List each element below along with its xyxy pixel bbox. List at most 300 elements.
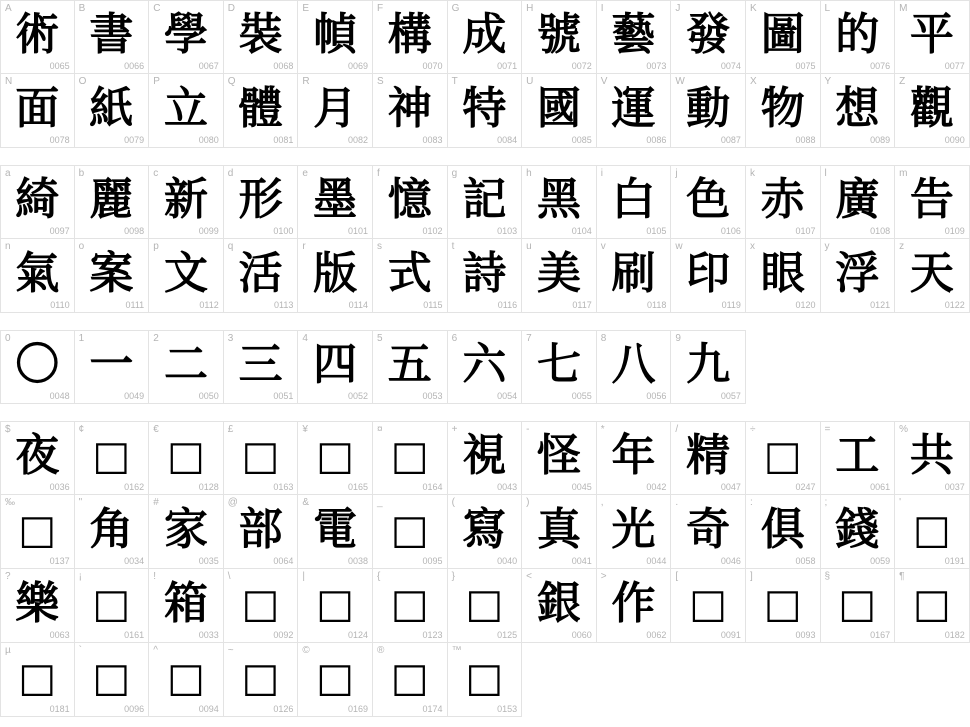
glyph-cell[interactable] xyxy=(522,165,597,239)
glyph-key-label: 2 xyxy=(153,333,159,344)
glyph-code-label: 0097 xyxy=(49,226,70,236)
glyph-cell[interactable] xyxy=(298,0,373,74)
glyph-key-label: l xyxy=(824,168,827,179)
glyph-character: 美 xyxy=(536,247,581,299)
glyph-cell[interactable] xyxy=(373,569,448,643)
glyph-key-label: [ xyxy=(675,571,679,582)
glyph-key-label: L xyxy=(824,3,831,14)
glyph-code-label: 0121 xyxy=(870,300,891,310)
glyph-key-label: @ xyxy=(227,497,238,508)
glyph-cell[interactable] xyxy=(149,643,224,717)
glyph-character: 動 xyxy=(686,82,731,134)
glyph-row xyxy=(0,643,970,717)
glyph-key-label: ; xyxy=(824,497,828,508)
glyph-key-label: i xyxy=(600,168,603,179)
glyph-key-label: " xyxy=(78,497,83,508)
glyph-code-label: 0117 xyxy=(572,300,592,310)
glyph-cell[interactable] xyxy=(448,569,523,643)
glyph-code-label: 0153 xyxy=(497,704,518,714)
glyph-key-label: ( xyxy=(451,497,455,508)
glyph-character: 刷 xyxy=(611,247,656,299)
glyph-code-label: 0079 xyxy=(124,135,145,145)
glyph-code-label: 0073 xyxy=(646,61,667,71)
glyph-cell[interactable] xyxy=(0,421,75,495)
glyph-cell[interactable] xyxy=(821,74,896,148)
glyph-code-label: 0099 xyxy=(198,226,219,236)
glyph-cell[interactable] xyxy=(0,0,75,74)
glyph-cell[interactable] xyxy=(597,330,672,404)
glyph-character: □ xyxy=(390,580,429,627)
glyph-code-label: 0041 xyxy=(571,556,592,566)
glyph-cell[interactable] xyxy=(522,0,597,74)
glyph-character: 樂 xyxy=(15,577,60,629)
glyph-cell[interactable] xyxy=(149,495,224,569)
glyph-cell[interactable] xyxy=(895,239,970,313)
glyph-character: □ xyxy=(465,580,504,627)
glyph-character: 書 xyxy=(89,9,134,61)
glyph-character: 三 xyxy=(238,339,283,391)
glyph-cell[interactable] xyxy=(821,165,896,239)
glyph-code-label: 0094 xyxy=(198,704,219,714)
glyph-character: 印 xyxy=(686,247,731,299)
glyph-cell[interactable] xyxy=(75,0,150,74)
glyph-key-label: O xyxy=(78,76,87,87)
glyph-code-label: 0100 xyxy=(273,226,294,236)
glyph-cell[interactable] xyxy=(448,74,523,148)
glyph-key-label: d xyxy=(227,168,234,179)
glyph-row xyxy=(0,569,970,643)
glyph-cell[interactable] xyxy=(597,239,672,313)
glyph-cell[interactable] xyxy=(671,165,746,239)
glyph-key-label: ¡ xyxy=(78,571,82,582)
glyph-code-label: 0161 xyxy=(124,630,145,640)
glyph-cell[interactable] xyxy=(671,421,746,495)
glyph-cell[interactable] xyxy=(895,495,970,569)
glyph-cell[interactable] xyxy=(671,330,746,404)
glyph-key-label: + xyxy=(451,424,458,435)
glyph-key-label: _ xyxy=(376,497,383,508)
glyph-character: □ xyxy=(763,433,802,480)
glyph-cell[interactable] xyxy=(821,495,896,569)
glyph-cell[interactable] xyxy=(746,569,821,643)
glyph-character: 黑 xyxy=(536,174,581,226)
glyph-cell[interactable] xyxy=(224,421,299,495)
glyph-row xyxy=(0,0,970,74)
glyph-key-label: a xyxy=(5,168,11,179)
glyph-cell[interactable] xyxy=(149,239,224,313)
glyph-cell[interactable] xyxy=(671,0,746,74)
glyph-code-label: 0048 xyxy=(49,391,70,401)
glyph-cell[interactable] xyxy=(0,74,75,148)
glyph-code-label: 0089 xyxy=(870,135,891,145)
glyph-key-label: 6 xyxy=(451,333,458,344)
glyph-code-label: 0123 xyxy=(422,630,443,640)
glyph-key-label: Z xyxy=(899,76,906,87)
glyph-key-label: | xyxy=(302,571,305,582)
glyph-block-digits xyxy=(0,330,970,404)
glyph-cell[interactable] xyxy=(746,239,821,313)
glyph-key-label: - xyxy=(526,424,530,435)
glyph-key-label: 7 xyxy=(526,333,532,344)
glyph-code-label: 0051 xyxy=(273,391,294,401)
glyph-code-label: 0163 xyxy=(273,482,294,492)
glyph-character: 記 xyxy=(462,174,507,226)
glyph-cell[interactable] xyxy=(224,495,299,569)
glyph-key-label: y xyxy=(824,241,830,252)
glyph-code-label: 0047 xyxy=(720,482,741,492)
glyph-code-label: 0102 xyxy=(422,226,443,236)
glyph-key-label: M xyxy=(899,3,908,14)
glyph-character: 運 xyxy=(611,82,656,134)
glyph-character: □ xyxy=(241,580,280,627)
glyph-cell[interactable] xyxy=(298,643,373,717)
glyph-cell[interactable] xyxy=(522,495,597,569)
glyph-key-label: c xyxy=(153,168,159,179)
glyph-key-label: 4 xyxy=(302,333,308,344)
glyph-character: □ xyxy=(18,506,57,553)
glyph-code-label: 0111 xyxy=(125,300,145,310)
glyph-cell[interactable] xyxy=(373,0,448,74)
glyph-cell[interactable] xyxy=(746,421,821,495)
glyph-cell[interactable] xyxy=(298,421,373,495)
glyph-character: 視 xyxy=(462,430,507,482)
glyph-cell[interactable] xyxy=(671,74,746,148)
glyph-code-label: 0044 xyxy=(646,556,667,566)
glyph-key-label: T xyxy=(451,76,458,87)
glyph-code-label: 0085 xyxy=(571,135,592,145)
glyph-cell[interactable] xyxy=(0,330,75,404)
glyph-cell[interactable] xyxy=(149,165,224,239)
glyph-cell[interactable] xyxy=(522,74,597,148)
glyph-cell[interactable] xyxy=(373,495,448,569)
glyph-character: □ xyxy=(241,433,280,480)
glyph-character: 平 xyxy=(909,9,954,61)
glyph-key-label: ¢ xyxy=(78,424,85,435)
glyph-code-label: 0076 xyxy=(870,61,891,71)
glyph-code-label: 0059 xyxy=(870,556,891,566)
glyph-key-label: u xyxy=(526,241,532,252)
glyph-character: 浮 xyxy=(835,247,880,299)
glyph-cell[interactable] xyxy=(895,165,970,239)
glyph-code-label: 0034 xyxy=(124,556,145,566)
glyph-key-label: ‰ xyxy=(5,497,15,508)
glyph-cell[interactable] xyxy=(373,165,448,239)
glyph-cell[interactable] xyxy=(75,569,150,643)
glyph-key-label: t xyxy=(451,241,455,252)
glyph-code-label: 0169 xyxy=(347,704,368,714)
glyph-key-label: { xyxy=(376,571,381,582)
glyph-code-label: 0046 xyxy=(720,556,741,566)
glyph-code-label: 0092 xyxy=(273,630,294,640)
glyph-character: 構 xyxy=(387,9,432,61)
glyph-cell[interactable] xyxy=(522,330,597,404)
glyph-key-label: > xyxy=(600,571,607,582)
glyph-code-label: 0060 xyxy=(571,630,592,640)
glyph-code-label: 0101 xyxy=(347,226,368,236)
glyph-key-label: H xyxy=(526,3,534,14)
glyph-character: 術 xyxy=(15,9,60,61)
glyph-key-label: R xyxy=(302,76,310,87)
glyph-character: 觀 xyxy=(909,82,954,134)
glyph-character: 形 xyxy=(238,174,283,226)
glyph-character: 發 xyxy=(686,9,731,61)
glyph-cell[interactable] xyxy=(373,421,448,495)
glyph-cell[interactable] xyxy=(597,165,672,239)
glyph-character: 角 xyxy=(89,503,134,555)
glyph-character: 赤 xyxy=(760,174,805,226)
glyph-cell[interactable] xyxy=(373,330,448,404)
glyph-code-label: 0096 xyxy=(124,704,145,714)
glyph-key-label: / xyxy=(675,424,679,435)
glyph-key-label: ¤ xyxy=(376,424,383,435)
glyph-cell[interactable] xyxy=(149,74,224,148)
glyph-cell[interactable] xyxy=(448,330,523,404)
glyph-cell[interactable] xyxy=(448,165,523,239)
glyph-cell[interactable] xyxy=(298,239,373,313)
glyph-code-label: 0053 xyxy=(422,391,443,401)
glyph-code-label: 0071 xyxy=(497,61,518,71)
glyph-key-label: . xyxy=(675,497,679,508)
glyph-character: 作 xyxy=(611,577,656,629)
glyph-cell[interactable] xyxy=(149,421,224,495)
glyph-cell[interactable] xyxy=(895,74,970,148)
glyph-cell[interactable] xyxy=(298,74,373,148)
glyph-code-label: 0080 xyxy=(198,135,219,145)
glyph-code-label: 0062 xyxy=(646,630,667,640)
glyph-cell[interactable] xyxy=(224,330,299,404)
glyph-key-label: C xyxy=(153,3,161,14)
glyph-code-label: 0109 xyxy=(944,226,965,236)
glyph-cell[interactable] xyxy=(149,330,224,404)
glyph-key-label: g xyxy=(451,168,458,179)
glyph-key-label: J xyxy=(675,3,681,14)
glyph-cell[interactable] xyxy=(448,421,523,495)
glyph-code-label: 0054 xyxy=(497,391,518,401)
glyph-cell[interactable] xyxy=(597,569,672,643)
glyph-key-label: 8 xyxy=(600,333,607,344)
glyph-key-label: ! xyxy=(153,571,156,582)
glyph-cell[interactable] xyxy=(597,74,672,148)
glyph-cell[interactable] xyxy=(448,0,523,74)
glyph-key-label: X xyxy=(749,76,757,87)
glyph-character: 版 xyxy=(313,247,358,299)
glyph-code-label: 0164 xyxy=(422,482,443,492)
glyph-cell[interactable] xyxy=(75,643,150,717)
glyph-character: 圖 xyxy=(760,9,805,61)
glyph-character: 的 xyxy=(835,9,880,61)
glyph-code-label: 0126 xyxy=(273,704,294,714)
glyph-key-label: $ xyxy=(5,424,11,435)
glyph-code-label: 0162 xyxy=(124,482,145,492)
glyph-cell[interactable] xyxy=(224,239,299,313)
glyph-cell[interactable] xyxy=(522,421,597,495)
glyph-character: 案 xyxy=(89,247,134,299)
glyph-character: 學 xyxy=(163,9,208,61)
glyph-character: 一 xyxy=(89,339,134,391)
glyph-character: 奇 xyxy=(686,503,731,555)
glyph-cell[interactable] xyxy=(224,74,299,148)
glyph-character: 物 xyxy=(760,82,805,134)
glyph-row xyxy=(0,330,970,404)
glyph-code-label: 0070 xyxy=(422,61,443,71)
glyph-character: 精 xyxy=(686,430,731,482)
glyph-cell[interactable] xyxy=(522,239,597,313)
glyph-character: 憶 xyxy=(387,174,432,226)
glyph-character: 式 xyxy=(387,247,432,299)
glyph-cell[interactable] xyxy=(298,330,373,404)
glyph-code-label: 0191 xyxy=(944,556,965,566)
glyph-cell[interactable] xyxy=(821,239,896,313)
glyph-character: □ xyxy=(390,506,429,553)
glyph-key-label: K xyxy=(749,3,757,14)
glyph-key-label: E xyxy=(302,3,310,14)
glyph-code-label: 0091 xyxy=(720,630,741,640)
glyph-cell[interactable] xyxy=(0,569,75,643)
glyph-code-label: 0113 xyxy=(274,300,294,310)
glyph-cell[interactable] xyxy=(821,0,896,74)
glyph-key-label: : xyxy=(749,497,753,508)
glyph-cell[interactable] xyxy=(0,643,75,717)
glyph-character: 箱 xyxy=(163,577,208,629)
glyph-cell[interactable] xyxy=(448,643,523,717)
glyph-cell[interactable] xyxy=(597,0,672,74)
glyph-code-label: 0090 xyxy=(944,135,965,145)
glyph-key-label: # xyxy=(153,497,159,508)
glyph-code-label: 0045 xyxy=(571,482,592,492)
glyph-key-label: I xyxy=(600,3,604,14)
glyph-character: 共 xyxy=(909,430,954,482)
glyph-character: 天 xyxy=(909,247,954,299)
glyph-code-label: 0058 xyxy=(795,556,816,566)
glyph-cell[interactable] xyxy=(75,330,150,404)
glyph-cell[interactable] xyxy=(0,165,75,239)
glyph-cell[interactable] xyxy=(224,0,299,74)
glyph-code-label: 0052 xyxy=(347,391,368,401)
glyph-cell[interactable] xyxy=(373,643,448,717)
glyph-key-label: S xyxy=(376,76,384,87)
glyph-cell[interactable] xyxy=(75,74,150,148)
glyph-cell[interactable] xyxy=(671,569,746,643)
glyph-code-label: 0056 xyxy=(646,391,667,401)
glyph-character: 八 xyxy=(611,339,656,391)
glyph-cell[interactable] xyxy=(298,569,373,643)
glyph-cell[interactable] xyxy=(298,495,373,569)
glyph-character: 工 xyxy=(835,430,880,482)
glyph-key-label: B xyxy=(78,3,86,14)
glyph-character: 光 xyxy=(611,503,656,555)
glyph-cell[interactable] xyxy=(75,495,150,569)
glyph-cell[interactable] xyxy=(448,239,523,313)
glyph-cell[interactable] xyxy=(224,569,299,643)
glyph-character: □ xyxy=(316,580,355,627)
glyph-code-label: 0050 xyxy=(198,391,219,401)
glyph-key-label: N xyxy=(5,76,13,87)
glyph-character: 年 xyxy=(611,430,656,482)
glyph-key-label: k xyxy=(749,168,755,179)
glyph-cell[interactable] xyxy=(821,421,896,495)
glyph-key-label: V xyxy=(600,76,608,87)
glyph-cell[interactable] xyxy=(75,421,150,495)
glyph-cell[interactable] xyxy=(149,569,224,643)
glyph-block-uppercase-letters xyxy=(0,0,970,148)
glyph-character: □ xyxy=(913,506,951,553)
glyph-character: 綺 xyxy=(15,174,60,226)
glyph-key-label: 9 xyxy=(675,333,681,344)
glyph-cell[interactable] xyxy=(821,569,896,643)
glyph-key-label: } xyxy=(451,571,455,582)
glyph-key-label: Q xyxy=(227,76,236,87)
glyph-key-label: µ xyxy=(5,645,11,656)
glyph-key-label: p xyxy=(153,241,159,252)
glyph-cell[interactable] xyxy=(0,239,75,313)
glyph-cell[interactable] xyxy=(746,495,821,569)
glyph-cell[interactable] xyxy=(895,421,970,495)
glyph-character: 六 xyxy=(462,339,507,391)
glyph-cell[interactable] xyxy=(448,495,523,569)
glyph-key-label: * xyxy=(600,424,605,435)
glyph-key-label: ` xyxy=(78,645,82,656)
glyph-key-label: % xyxy=(899,424,909,435)
glyph-code-label: 0119 xyxy=(721,300,741,310)
glyph-code-label: 0182 xyxy=(944,630,965,640)
glyph-cell[interactable] xyxy=(746,74,821,148)
glyph-character: 廣 xyxy=(835,174,880,226)
glyph-cell[interactable] xyxy=(746,0,821,74)
glyph-key-label: j xyxy=(675,168,678,179)
glyph-character: 紙 xyxy=(89,82,134,134)
glyph-cell[interactable] xyxy=(671,495,746,569)
glyph-cell[interactable] xyxy=(75,239,150,313)
glyph-key-label: m xyxy=(899,168,908,179)
glyph-key-label: W xyxy=(675,76,685,87)
glyph-key-label: ^ xyxy=(153,645,158,656)
glyph-cell[interactable] xyxy=(597,495,672,569)
glyph-cell[interactable] xyxy=(298,165,373,239)
glyph-character: □ xyxy=(167,433,205,480)
glyph-key-label: = xyxy=(824,424,831,435)
glyph-code-label: 0069 xyxy=(347,61,368,71)
glyph-cell[interactable] xyxy=(671,239,746,313)
glyph-code-label: 0055 xyxy=(571,391,592,401)
glyph-code-label: 0072 xyxy=(571,61,592,71)
glyph-cell[interactable] xyxy=(0,495,75,569)
glyph-code-label: 0086 xyxy=(646,135,667,145)
glyph-code-label: 0112 xyxy=(199,300,219,310)
glyph-code-label: 0087 xyxy=(720,135,741,145)
glyph-cell[interactable] xyxy=(373,74,448,148)
glyph-code-label: 0061 xyxy=(870,482,891,492)
glyph-cell[interactable] xyxy=(149,0,224,74)
glyph-cell[interactable] xyxy=(895,0,970,74)
glyph-cell[interactable] xyxy=(895,569,970,643)
glyph-cell[interactable] xyxy=(373,239,448,313)
glyph-cell[interactable] xyxy=(597,421,672,495)
glyph-character: 特 xyxy=(462,82,507,134)
glyph-cell[interactable] xyxy=(75,165,150,239)
glyph-code-label: 0088 xyxy=(795,135,816,145)
glyph-cell[interactable] xyxy=(224,643,299,717)
glyph-code-label: 0078 xyxy=(49,135,70,145)
glyph-code-label: 0065 xyxy=(49,61,70,71)
glyph-code-label: 0124 xyxy=(347,630,368,640)
glyph-cell[interactable] xyxy=(746,165,821,239)
glyph-character: 眼 xyxy=(760,247,805,299)
glyph-cell[interactable] xyxy=(224,165,299,239)
glyph-key-label: ÷ xyxy=(749,424,756,435)
glyph-code-label: 0114 xyxy=(348,300,368,310)
glyph-cell[interactable] xyxy=(522,569,597,643)
glyph-character: 部 xyxy=(238,503,283,555)
